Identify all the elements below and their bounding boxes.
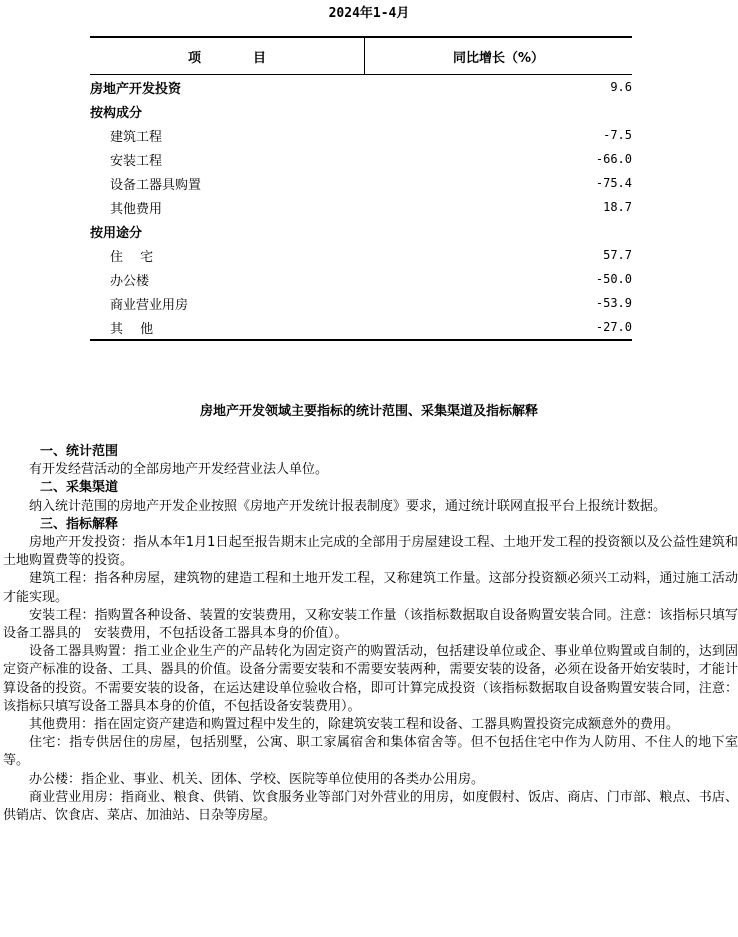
row-label: 其 他 (90, 315, 365, 340)
row-label: 房地产开发投资 (90, 81, 182, 97)
row-value (365, 219, 633, 243)
row-label: 住 宅 (110, 249, 154, 265)
row-value: 18.7 (603, 200, 632, 214)
row-value: -75.4 (595, 176, 632, 190)
row-label: 设备工器具购置 (110, 177, 202, 193)
table-row (90, 243, 632, 267)
table-row (90, 315, 632, 340)
section-paragraph: 办公楼：指企业、事业、机关、团体、学校、医院等单位使用的各类办公用房。 (29, 771, 485, 787)
period-heading: 2024年1-4月 (328, 6, 410, 21)
row-value: -66.0 (595, 152, 632, 166)
header-growth: 同比增长（%） (365, 37, 633, 75)
row-value: -7.5 (603, 128, 632, 142)
table-body (90, 75, 632, 341)
section-paragraph: 房地产开发投资：指从本年1月1日起至报告期末止完成的全部用于房屋建设工程、土地开发工程的投资额以及公益性建筑和土地购置费等的投资。 (3, 535, 738, 569)
row-value: 9.6 (610, 80, 632, 94)
section-paragraph: 安装工程：指购置各种设备、装置的安装费用，又称安装工作量（该指标数据取自设备购置安装合同。注意：该指标只填写设备工器具的 安装费用，不包括设备工器具本身的价值）。 (3, 607, 738, 642)
table-row (90, 195, 632, 219)
table-row (90, 75, 632, 100)
row-label: 其他费用 (110, 201, 163, 217)
table-row (90, 267, 632, 291)
section-body (3, 498, 738, 516)
section-paragraph: 纳入统计范围的房地产开发企业按照《房地产开发统计报表制度》要求，通过统计联网直报平台上报统计数据。 (29, 498, 667, 514)
row-value: 57.7 (603, 248, 632, 262)
section-body (3, 534, 738, 825)
section-heading: 二、采集渠道 (40, 480, 119, 496)
table-row (90, 123, 632, 147)
row-value: -53.9 (595, 296, 632, 310)
row-label: 商业营业用房 (110, 297, 189, 313)
section-paragraph: 住宅：指专供居住的房屋，包括别墅，公寓、职工家属宿舍和集体宿舍等。但不包括住宅中作为人防用、不住人的地下室等。 (3, 735, 738, 769)
row-value (365, 99, 633, 123)
row-label: 安装工程 (110, 153, 163, 169)
section-heading: 一、统计范围 (40, 444, 119, 459)
notes-body (3, 443, 738, 825)
row-label: 办公楼 (110, 273, 150, 289)
header-item: 项 目 (90, 37, 365, 75)
section-paragraph: 设备工器具购置：指工业企业生产的产品转化为固定资产的购置活动，包括建设单位或企、事业单位购置或自制的，达到固定资产标准的设备、工具、器具的价值。设备分需要安装和不需要安装两种，需要安装的设备，必须在设备开始安装时，才能计算设备的投资。不需要安装的设备，在运达建设单位验收合格，即可计算完成投资（该指标数据取自设备购置安装合同，注意：该指标只填写设备工器具本身的价值，不包括设备安装费用）。 (3, 644, 738, 714)
table-header-row (90, 37, 632, 75)
notes-title: 房地产开发领域主要指标的统计范围、采集渠道及指标解释 (199, 404, 538, 419)
row-value: -27.0 (365, 315, 633, 340)
section-paragraph: 建筑工程：指各种房屋，建筑物的建造工程和土地开发工程，又称建筑工作量。这部分投资额必须兴工动料，通过施工活动才能实现。 (3, 571, 738, 605)
section-body (3, 461, 738, 479)
row-label: 按构成分 (90, 105, 143, 121)
table-row (90, 219, 632, 243)
row-label: 按用途分 (90, 225, 143, 241)
section-paragraph: 有开发经营活动的全部房地产开发经营业法人单位。 (29, 462, 329, 478)
section-paragraph: 其他费用：指在固定资产建造和购置过程中发生的，除建筑安装工程和设备、工器具购置投资完成额意外的费用。 (29, 717, 680, 733)
section-heading: 三、指标解释 (40, 516, 119, 532)
section-paragraph: 商业营业用房：指商业、粮食、供销、饮食服务业等部门对外营业的用房，如度假村、饭店、商店、门市部、粮点、书店、供销店、饮食店、菜店、加油站、日杂等房屋。 (3, 789, 738, 824)
table-row (90, 291, 632, 315)
row-value: -50.0 (595, 272, 632, 286)
table-row (90, 147, 632, 171)
row-label: 建筑工程 (110, 129, 163, 145)
investment-growth-table (90, 36, 632, 341)
table-row (90, 171, 632, 195)
table-row (90, 99, 632, 123)
